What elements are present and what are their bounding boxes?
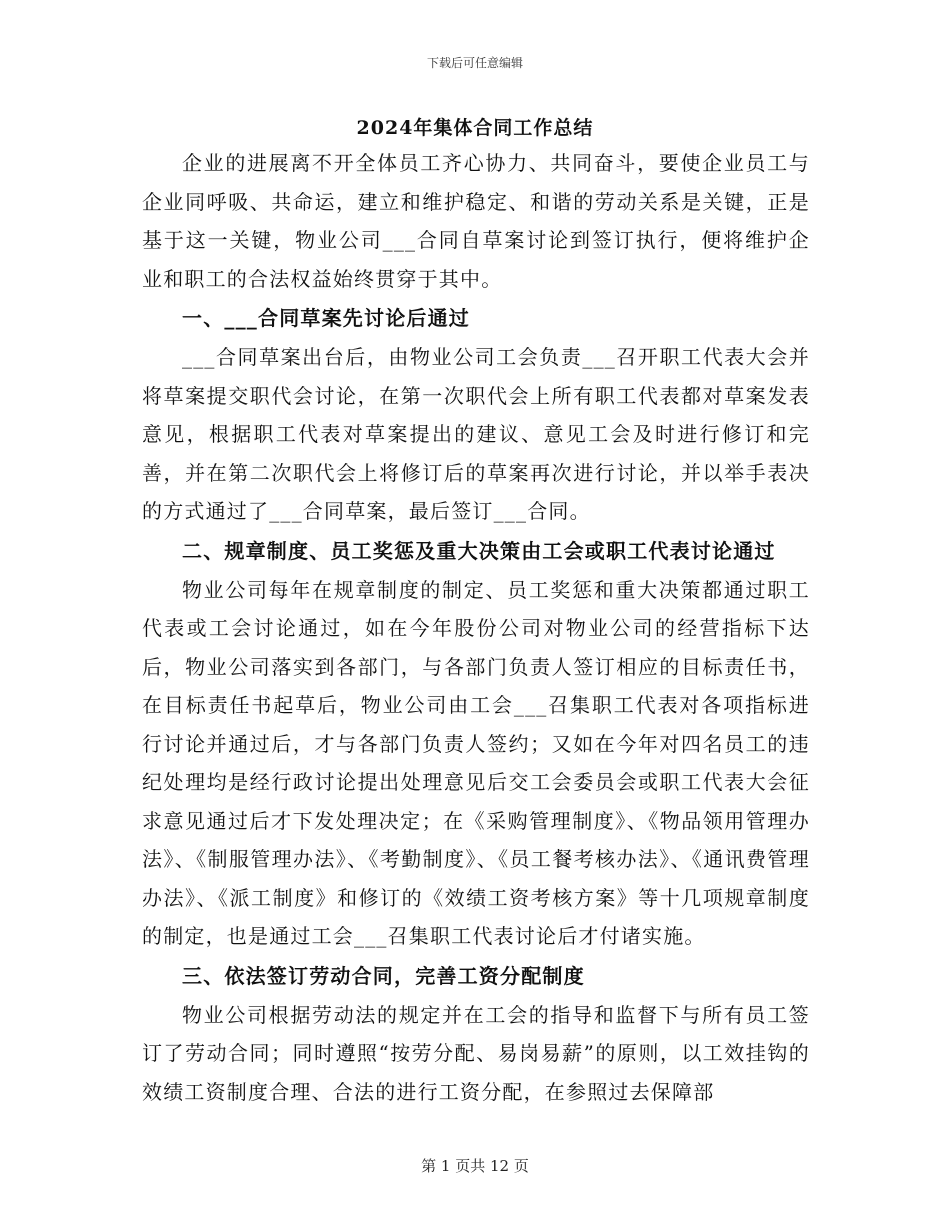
document-title: 2024年集体合同工作总结 [356, 117, 594, 139]
section-1-paragraph: ___合同草案出台后，由物业公司工会负责___召开职工代表大会并将草案提交职代会讨论，在第一次职代会上所有职工代表都对草案发表意见，根据职工代表对草案提出的建议、意见工会及时进行修订和完善，并在第二次职代会上将修订后的草案再次进行讨论，并以举手表决的方式通过了___合同草案，最后签订___合同。 [142, 345, 810, 523]
section-3-heading: 三、依法签订劳动合同，完善工资分配制度 [182, 963, 585, 988]
section-3-paragraph: 物业公司根据劳动法的规定并在工会的指导和监督下与所有员工签订了劳动合同；同时遵照“按劳分配、易岗易薪”的原则，以工效挂钩的效绩工资制度合理、合法的进行工资分配，在参照过去保障部 [142, 1002, 810, 1104]
section-2-paragraph: 物业公司每年在规章制度的制定、员工奖惩和重大决策都通过职工代表或工会讨论通过，如在今年股份公司对物业公司的经营指标下达后，物业公司落实到各部门，与各部门负责人签订相应的目标责任书，在目标责任书起草后，物业公司由工会___召集职工代表对各项指标进行讨论并通过后，才与各部门负责人签约；又如在今年对四名员工的违纪处理均是经行政讨论提出处理意见后交工会委员会或职工代表大会征求意见通过后才下发处理决定；在《采购管理制度》、《物品领用管理办法》、《制服管理办法》、《考勤制度》、《员工餐考核办法》、《通讯费管理办法》、《派工制度》和修订的《效绩工资考核方案》等十几项规章制度的制定，也是通过工会___召集职工代表讨论后才付诸实施。 [142, 577, 810, 948]
section-2-heading: 二、规章制度、员工奖惩及重大决策由工会或职工代表讨论通过 [182, 538, 776, 563]
intro-paragraph: 企业的进展离不开全体员工齐心协力、共同奋斗，要使企业员工与企业同呼吸、共命运，建立和维护稳定、和谐的劳动关系是关键，正是基于这一关键，物业公司___合同自草案讨论到签订执行，便将维护企业和职工的合法权益始终贯穿于其中。 [142, 151, 810, 291]
document-body [142, 144, 810, 1111]
header-note: 下载后可任意编辑 [426, 56, 523, 70]
page-number: 第 1 页共 12 页 [421, 1157, 529, 1175]
section-1-heading: 一、___合同草案先讨论后通过 [182, 306, 470, 330]
